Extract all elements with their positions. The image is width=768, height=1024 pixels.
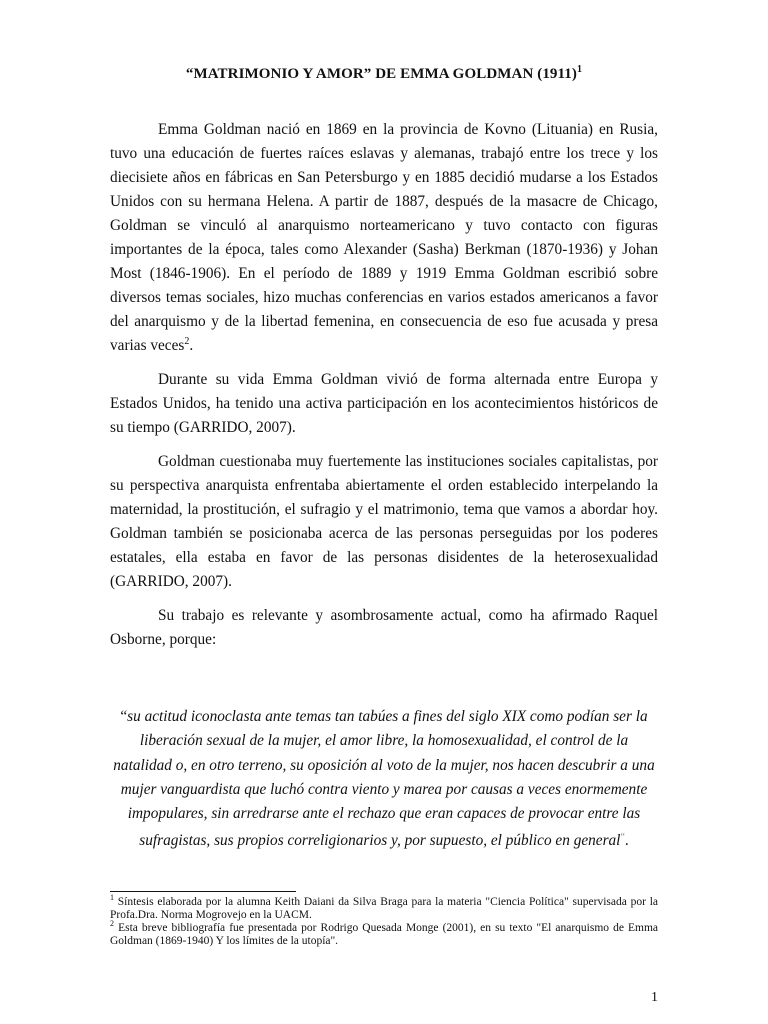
title-footnote-ref[interactable]: 1 [577, 64, 583, 75]
document-title [110, 64, 658, 83]
block-quote [110, 705, 658, 854]
paragraph-3: Goldman cuestionaba muy fuertemente las instituciones sociales capitalistas, por su perspectiva anarquista enfrentaba abiertamente el orden establecido interpelando la maternidad, la prostitución, el sufragio y el matrimonio, tema que vamos a abordar hoy. Goldman también se posicionaba acerca de las personas perseguidas por los poderes estatales, ella estaba en favor de las personas disidentes de la heterosexualidad (GARRIDO, 2007). [110, 453, 658, 590]
title-text: “MATRIMONIO Y AMOR” DE EMMA GOLDMAN (1911) [185, 66, 577, 82]
footnote-divider [110, 891, 296, 892]
footnote-2 [110, 919, 658, 948]
page-number: 1 [651, 990, 658, 1005]
paragraph-4: Su trabajo es relevante y asombrosamente actual, como ha afirmado Raquel Osborne, porque: [110, 607, 658, 648]
footnote-1-marker: 1 [110, 893, 114, 903]
paragraph-2: Durante su vida Emma Goldman vivió de forma alternada entre Europa y Estados Unidos, ha tenido una activa participación en los acontecimientos históricos de su tiempo (GARRIDO, 2007). [110, 371, 658, 436]
paragraph-1 [110, 118, 658, 358]
footnote-2-text: Esta breve bibliografía fue presentada por Rodrigo Quesada Monge (2001), en su texto "El anarquismo de Emma Goldman (1869-1940) Y los límites de la utopía". [110, 922, 658, 947]
footnote-1 [110, 893, 658, 922]
quote-open-mark: “ [120, 708, 128, 725]
quote-text: su actitud iconoclasta ante temas tan tabúes a fines del siglo XIX como podían ser la liberación sexual de la mujer, el amor libre, la homosexualidad, el control de la natalidad o, en otro terreno, su oposición al voto de la mujer, nos hacen descubrir a una mujer vanguardista que luchó contra viento y marea por causas a veces enormemente impopulares, sin arredrarse ante el rechazo que eran capaces de provocar entre las sufragistas, sus propios correligionarios y, por supuesto, el público en general [113, 708, 655, 850]
paragraph-1-text: Emma Goldman nació en 1869 en la provincia de Kovno (Lituania) en Rusia, tuvo una educación de fuertes raíces eslavas y alemanas, trabajó entre los trece y los diecisiete años en fábricas en San Petersburgo y en 1885 decidió mudarse a los Estados Unidos con su hermana Helena. A partir de 1887, después de la masacre de Chicago, Goldman se vinculó al anarquismo norteamericano y tuvo contacto con figuras importantes de la época, tales como Alexander (Sasha) Berkman (1870-1936) y Johan Most (1846-1906). En el período de 1889 y 1919 Emma Goldman escribió sobre diversos temas sociales, hizo muchas conferencias en varios estados americanos a favor del anarquismo y de la libertad femenina, en consecuencia de eso fue acusada y presa varias veces [110, 121, 658, 354]
body-text [110, 118, 658, 662]
footnote-ref-2[interactable]: 2 [184, 335, 190, 347]
quote-close-mark: “ [620, 832, 625, 844]
footnote-2-marker: 2 [110, 919, 114, 929]
footnotes [110, 893, 658, 948]
quote-end: . [624, 832, 629, 850]
paragraph-1-end: . [189, 337, 194, 354]
footnote-1-text: Síntesis elaborada por la alumna Keith Daiani da Silva Braga para la materia "Ciencia Política" supervisada por la Profa.Dra. Norma Mogrovejo en la UACM. [110, 896, 658, 921]
